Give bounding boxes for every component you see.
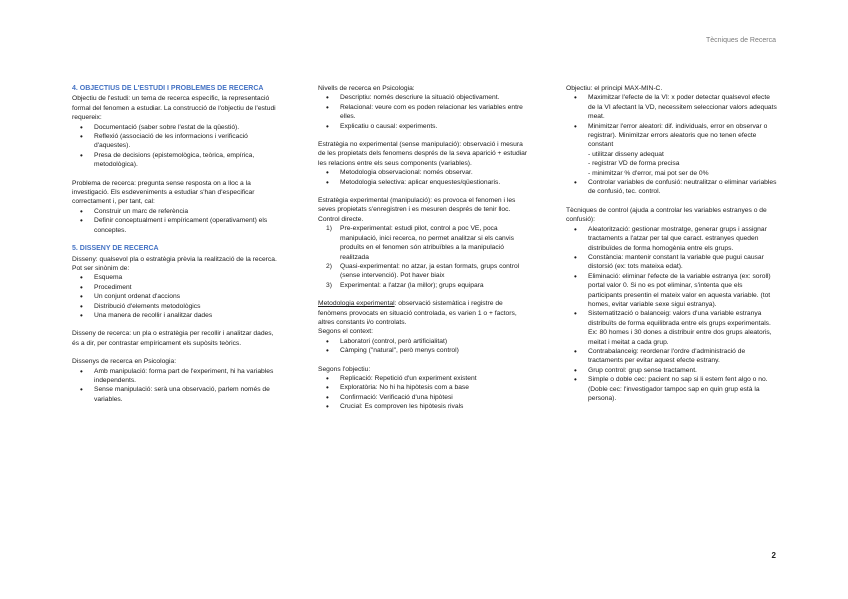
list-item: • Eliminació: eliminar l'efecte de la variable estranya (ex: soroll) portal valor 0. Si no es pot eliminar, s'intenta que els participants presentin el mateix valor en aquesta variable. (tot homes, evitar variable sexe sigui estranya). xyxy=(566,272,778,310)
list-item: • Presa de decisions (epistemològica, teòrica, empírica, metodològica). xyxy=(72,151,280,170)
experimental-paragraph: Estratègia experimental (manipulació): es provoca el fenomen i les seves propietats s'enregistren i es mesuren després de tenir lloc. Control directe. xyxy=(318,197,516,223)
psychology-designs-intro: Dissenys de recerca en Psicologia: xyxy=(72,358,177,366)
sub-item: - registrar VD de forma precisa xyxy=(588,160,680,168)
context-intro: Segons el context: xyxy=(318,328,374,336)
maxminc-list xyxy=(566,93,778,196)
psychology-designs-list xyxy=(72,367,280,405)
list-item: • Definir conceptualment i empíricament (operativament) els conceptes. xyxy=(72,216,280,235)
column-1 xyxy=(72,84,280,404)
experimental-methodology-paragraph: Metodologia experimental: observació sistemàtica i registre de fenòmens provocats en situació controlada, es varien 1 o + factors, altres constants i/o controlats. xyxy=(318,300,517,326)
objective-list xyxy=(318,374,528,412)
non-experimental-list xyxy=(318,168,528,187)
list-item: • Contrabalanceig: reordenar l'ordre d'administració de tractaments per evitar aquest efecte estrany. xyxy=(566,347,778,366)
research-problem-list xyxy=(72,207,280,235)
list-item: • Aleatorització: gestionar mostratge, generar grups i assignar tractaments a l'atzar per tal que caract. estranyes queden distribuïdes de forma homogènia entre els grups. xyxy=(566,225,778,253)
sub-item: - utilitzar disseny adequat xyxy=(588,150,664,158)
list-item: • Sense manipulació: serà una observació, parlem només de variables. xyxy=(72,385,280,404)
list-item: • Exploratòria: No hi ha hipòtesis com a base xyxy=(318,383,528,392)
list-item: • Explicatiu o causal: experiments. xyxy=(318,122,528,131)
list-item: • Crucial: Es comproven les hipòtesis rivals xyxy=(318,402,528,411)
page-number: 2 xyxy=(771,551,776,560)
list-item: • Maximitzar l'efecte de la VI: x poder detectar qualsevol efecte de la VI afectant la VD, necessitem seleccionar valors adequats meat. xyxy=(566,93,778,121)
list-item: • Simple o doble cec: pacient no sap si li estem fent algo o no. (Doble cec: l'investigador tampoc sap en quin grup està la persona). xyxy=(566,375,778,403)
running-header: Tècniques de Recerca xyxy=(705,37,776,44)
list-item: • Descriptiu: només descriure la situació objectivament. xyxy=(318,93,528,102)
list-item: • Construir un marc de referència xyxy=(72,207,280,216)
experimental-types-list xyxy=(318,224,528,290)
research-problem-paragraph: Problema de recerca: pregunta sense resposta on a lloc a la investigació. Els esdeveniments a estudiar s'han d'especificar correctament i, per tant, cal: xyxy=(72,179,255,206)
list-item: • Una manera de recollir i analitzar dades xyxy=(72,311,280,320)
list-item: • Controlar variables de confusió: neutralitzar o eliminar variables de confusió, tec. control. xyxy=(566,178,778,197)
list-item: • Relacional: veure com es poden relacionar les variables entre elles. xyxy=(318,103,528,122)
list-item: • Esquema xyxy=(72,273,280,282)
list-item: • Constància: mantenir constant la variable que pugui causar distorsió (ex: tots mateixa edat). xyxy=(566,253,778,272)
design-paragraph: Disseny: qualsevol pla o estratègia prèvia la realització de la recerca. Pot ser sinònim de: xyxy=(72,255,277,272)
list-item: • Distribució d'elements metodològics xyxy=(72,302,280,311)
research-levels-list xyxy=(318,93,528,131)
context-list xyxy=(318,337,528,356)
objective-intro: Segons l'objectiu: xyxy=(318,365,371,373)
section-5-heading: 5. DISSENY DE RECERCA xyxy=(72,245,159,253)
column-3 xyxy=(566,84,778,403)
list-item: • Replicació: Repetició d'un experiment existent xyxy=(318,374,528,383)
list-item: • Documentació (saber sobre l'estat de la qüestió). xyxy=(72,123,280,132)
list-item: 3) Experimental: a l'atzar (la millor); grups equipara xyxy=(326,281,484,289)
section-4-heading: 4. OBJECTIUS DE L'ESTUDI I PROBLEMES DE RECERCA xyxy=(72,85,264,92)
list-item: • Confirmació: Verificació d'una hipòtesi xyxy=(318,393,528,402)
study-objective-paragraph: Objectiu de l'estudi: un tema de recerca específic, la representació formal del fenomen a estudiar. La construcció de l'objectiu de l'estudi requereix: xyxy=(72,95,276,122)
list-item: • Grup control: grup sense tractament. xyxy=(566,366,778,375)
sub-item: - minimitzar % d'error, mai pot ser de 0% xyxy=(588,169,709,177)
research-levels-intro: Nivells de recerca en Psicologia: xyxy=(318,85,415,92)
list-item: • Procediment xyxy=(72,283,280,292)
methodology-term: Metodologia experimental xyxy=(318,300,395,308)
control-techniques-list xyxy=(566,225,778,404)
maxminc-objective: Objectiu: el principi MAX-MIN-C. xyxy=(566,85,663,92)
list-item: • Laboratori (control, però artificialitat) xyxy=(318,337,528,346)
list-item: • Metodologia selectiva: aplicar enquestes/qüestionaris. xyxy=(318,178,528,187)
list-item: • Càmping ("natural", però menys control) xyxy=(318,346,528,355)
list-item: • Reflexió (associació de les informacions i verificació d'aquestes). xyxy=(72,132,280,151)
list-item: • Minimitzar l'error aleatori: dif. individuals, error en observar o registrar). Minimitzar errors aleatoris que no tenen efecte constant - utilitzar disseny adequat - registrar VD de forma precisa - minimitzar % d'error, mai pot ser de 0% xyxy=(566,122,778,178)
list-item: 1) Pre-experimental: estudi pilot, control a poc VE, poca manipulació, inici recerca, no permet analitzar si els canvis produïts en el fenomen són atribuïbles a la manipulació realitzada xyxy=(326,225,514,261)
control-techniques-intro: Tècniques de control (ajuda a controlar les variables estranyes o de confusió): xyxy=(566,206,767,224)
list-item: • Un conjunt ordenat d'accions xyxy=(72,292,280,301)
column-2 xyxy=(318,84,528,412)
research-design-definition: Disseny de recerca: un pla o estratègia per recollir i analitzar dades, és a dir, per contrastar empíricament els supòsits teòrics. xyxy=(72,330,274,347)
list-item: • Sistematització o balanceig: valors d'una variable estranya distribuïts de forma equilibrada entre els grups experimentals. Ex: 80 homes i 30 dones a distribuir entre dos grups aleatoris, meitat i meitat a cada grup. xyxy=(566,309,778,347)
list-item: 2) Quasi-experimental: no atzar, ja estan formats, grups control (sense intervenció). Pot haver biaix xyxy=(326,262,520,280)
list-item: • Amb manipulació: forma part de l'experiment, hi ha variables independents. xyxy=(72,367,280,386)
non-experimental-paragraph: Estratègia no experimental (sense manipulació): observació i mesura de les propietats dels fenomens després de la seva aparició + estudiar les relacions entre els seus components (variables). xyxy=(318,141,528,167)
list-item: • Metodologia observacional: només observar. xyxy=(318,168,528,177)
design-synonyms-list xyxy=(72,273,280,320)
study-objective-list xyxy=(72,123,280,170)
